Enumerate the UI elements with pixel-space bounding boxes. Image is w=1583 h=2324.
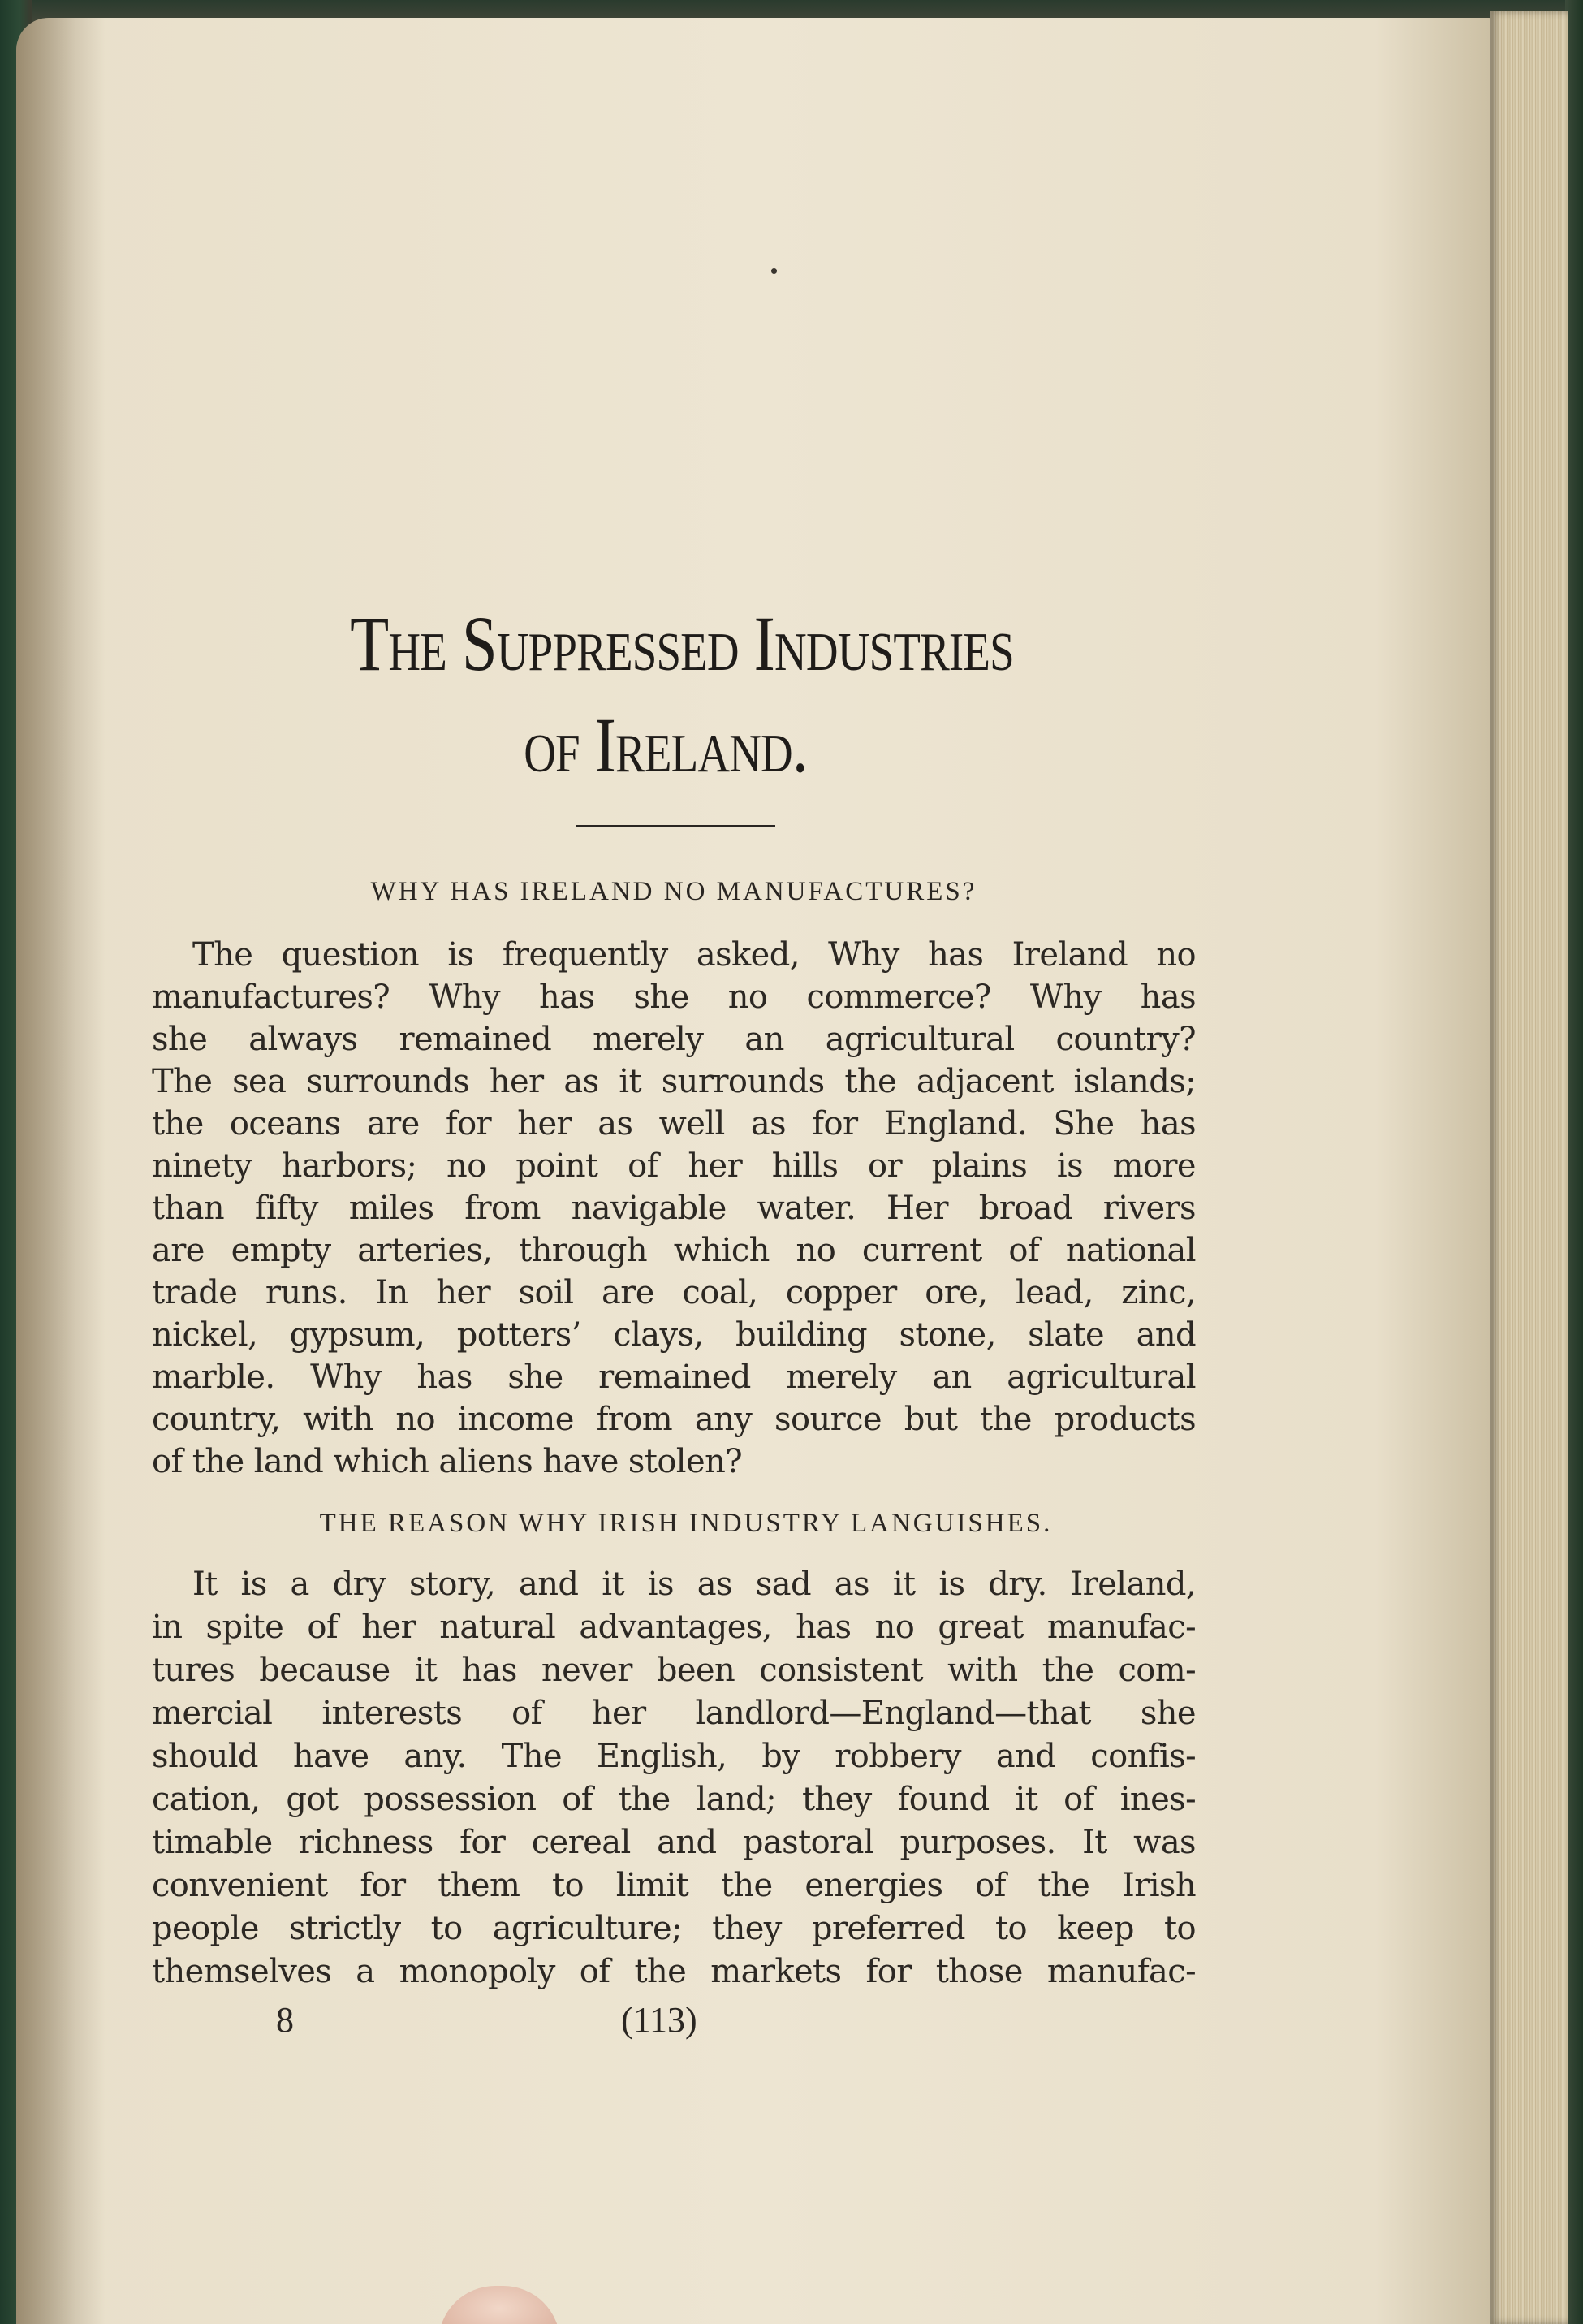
text-line: cation, got possession of the land; they found it of ines- bbox=[152, 1781, 1196, 1818]
text-line: of the land which aliens have stolen? bbox=[152, 1443, 743, 1480]
text-line: than fifty miles from navigable water. Her broad rivers bbox=[152, 1190, 1196, 1227]
text-line: It is a dry story, and it is as sad as it is dry. Ireland, bbox=[192, 1566, 1196, 1603]
text-line: nickel, gypsum, potters’ clays, building stone, slate and bbox=[152, 1316, 1196, 1354]
text-line: manufactures? Why has she no commerce? Why has bbox=[152, 978, 1196, 1016]
text-line: should have any. The English, by robbery and confis- bbox=[152, 1738, 1196, 1775]
title-line-1: The Suppressed Industries bbox=[350, 600, 1014, 687]
title-line-2: of Ireland. bbox=[524, 702, 808, 788]
text-line: ninety harbors; no point of her hills or plains is more bbox=[152, 1147, 1196, 1185]
text-line: the oceans are for her as well as for England. She has bbox=[152, 1105, 1196, 1143]
text-line: convenient for them to limit the energies of the Irish bbox=[152, 1867, 1196, 1904]
text-line: tures because it has never been consistent with the com- bbox=[152, 1652, 1196, 1689]
text-line: timable richness for cereal and pastoral purposes. It was bbox=[152, 1824, 1196, 1861]
text-line: The question is frequently asked, Why has Ireland no bbox=[192, 936, 1196, 974]
text-line: in spite of her natural advantages, has no great manufac- bbox=[152, 1609, 1196, 1646]
text-line: country, with no income from any source but the products bbox=[152, 1401, 1196, 1438]
text-line: she always remained merely an agricultural country? bbox=[152, 1021, 1196, 1058]
section-heading-1: WHY HAS IRELAND NO MANUFACTURES? bbox=[370, 877, 977, 906]
text-line: themselves a monopoly of the markets for those manufac- bbox=[152, 1953, 1196, 1990]
page-number: (113) bbox=[621, 2000, 697, 2040]
section-heading-2: THE REASON WHY IRISH INDUSTRY LANGUISHES. bbox=[319, 1509, 1053, 1538]
text-line: trade runs. In her soil are coal, copper ore, lead, zinc, bbox=[152, 1274, 1196, 1311]
title-rule bbox=[576, 825, 775, 827]
text-line: mercial interests of her landlord—England—that she bbox=[152, 1695, 1196, 1732]
signature-mark: 8 bbox=[276, 2000, 294, 2040]
text-line: are empty arteries, through which no current of national bbox=[152, 1232, 1196, 1269]
text-line: marble. Why has she remained merely an agricultural bbox=[152, 1359, 1196, 1396]
text-line: The sea surrounds her as it surrounds the adjacent islands; bbox=[152, 1063, 1196, 1100]
text-line: people strictly to agriculture; they preferred to keep to bbox=[152, 1910, 1196, 1947]
